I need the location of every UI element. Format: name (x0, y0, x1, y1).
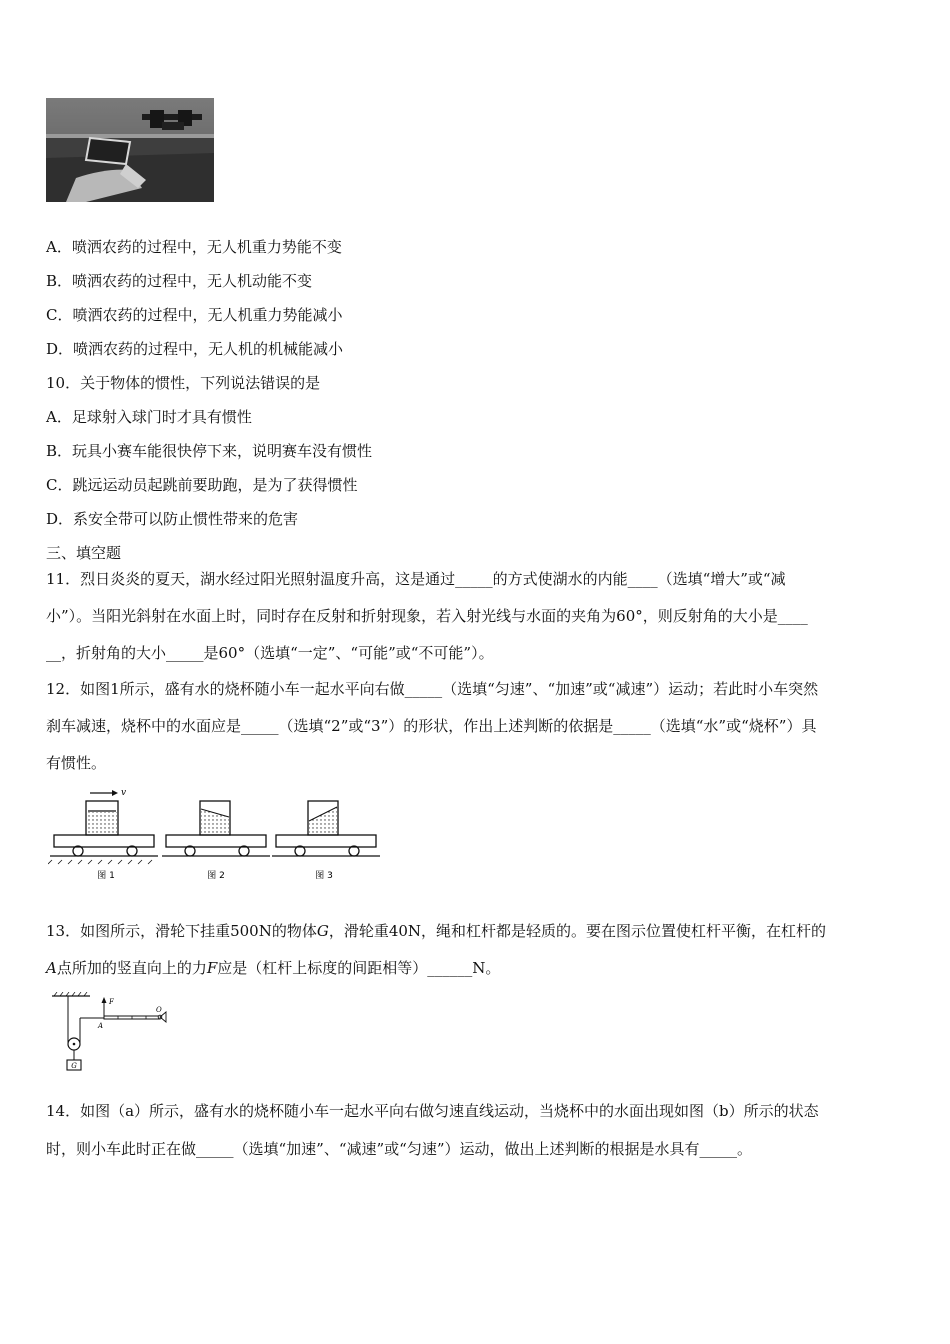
q12-line-3: 有惯性。 (46, 754, 107, 772)
pivot-o-label: O (156, 1006, 162, 1014)
pulley-lever-figure (46, 992, 174, 1074)
point-a-label: A (98, 1022, 104, 1030)
figure-3-label: 图 3 (315, 871, 333, 881)
q12-line-1: 12．如图1所示，盛有水的烧杯随小车一起水平向右做_____（选填“匀速”、“加速”或“减速”）运动；若此时小车突然 (46, 680, 819, 698)
q10-option-a: A．足球射入球门时才具有惯性 (46, 408, 252, 426)
figure-1-label: 图 1 (97, 871, 115, 881)
drone-photo (46, 98, 214, 202)
q11-line-1: 11．烈日炎炎的夏天，湖水经过阳光照射温度升高，这是通过_____的方式使湖水的内能____（选填“增大”或“减 (46, 570, 786, 588)
q9-option-c: C．喷洒农药的过程中，无人机重力势能减小 (46, 306, 343, 324)
q10-option-b: B．玩具小赛车能很快停下来，说明赛车没有惯性 (46, 442, 373, 460)
weight-label: G (71, 1062, 77, 1070)
q9-option-d: D．喷洒农药的过程中，无人机的机械能减小 (46, 340, 344, 358)
q10-option-c: C．跳远运动员起跳前要助跑，是为了获得惯性 (46, 476, 358, 494)
q11-line-2: 小”）。当阳光斜射在水面上时，同时存在反射和折射现象，若入射光线与水面的夹角为60°，则反射角的大小是____ (46, 607, 808, 625)
q14-line-1: 14．如图（a）所示，盛有水的烧杯随小车一起水平向右做匀速直线运动，当烧杯中的水面出现如图（b）所示的状态 (46, 1102, 819, 1120)
section-heading: 三、填空题 (46, 544, 122, 562)
q14-line-2: 时，则小车此时正在做_____（选填“加速”、“减速”或“匀速”）运动，做出上述判断的根据是水具有_____。 (46, 1140, 753, 1158)
q13-line-1: 13．如图所示，滑轮下挂重500N的物体G，滑轮重40N，绳和杠杆都是轻质的。要在图示位置使杠杆平衡，在杠杆的 (46, 922, 827, 940)
q13-line-2: A点所加的竖直向上的力F应是（杠杆上标度的间距相等）______N。 (46, 959, 501, 977)
q10-option-d: D．系安全带可以防止惯性带来的危害 (46, 510, 299, 528)
force-label: F (109, 998, 114, 1006)
q9-option-b: B．喷洒农药的过程中，无人机动能不变 (46, 272, 313, 290)
velocity-label: v (121, 788, 127, 798)
q10-stem: 10．关于物体的惯性，下列说法错误的是 (46, 374, 321, 392)
figure-2-label: 图 2 (207, 871, 225, 881)
q12-line-2: 刹车减速，烧杯中的水面应是_____（选填“2”或“3”）的形状，作出上述判断的依据是_____（选填“水”或“烧杯”）具 (46, 717, 817, 735)
cart-beaker-figure (48, 787, 388, 887)
q9-option-a: A．喷洒农药的过程中，无人机重力势能不变 (46, 238, 342, 256)
q11-line-3: __，折射角的大小_____是60°（选填“一定”、“可能”或“不可能”）。 (46, 644, 494, 662)
